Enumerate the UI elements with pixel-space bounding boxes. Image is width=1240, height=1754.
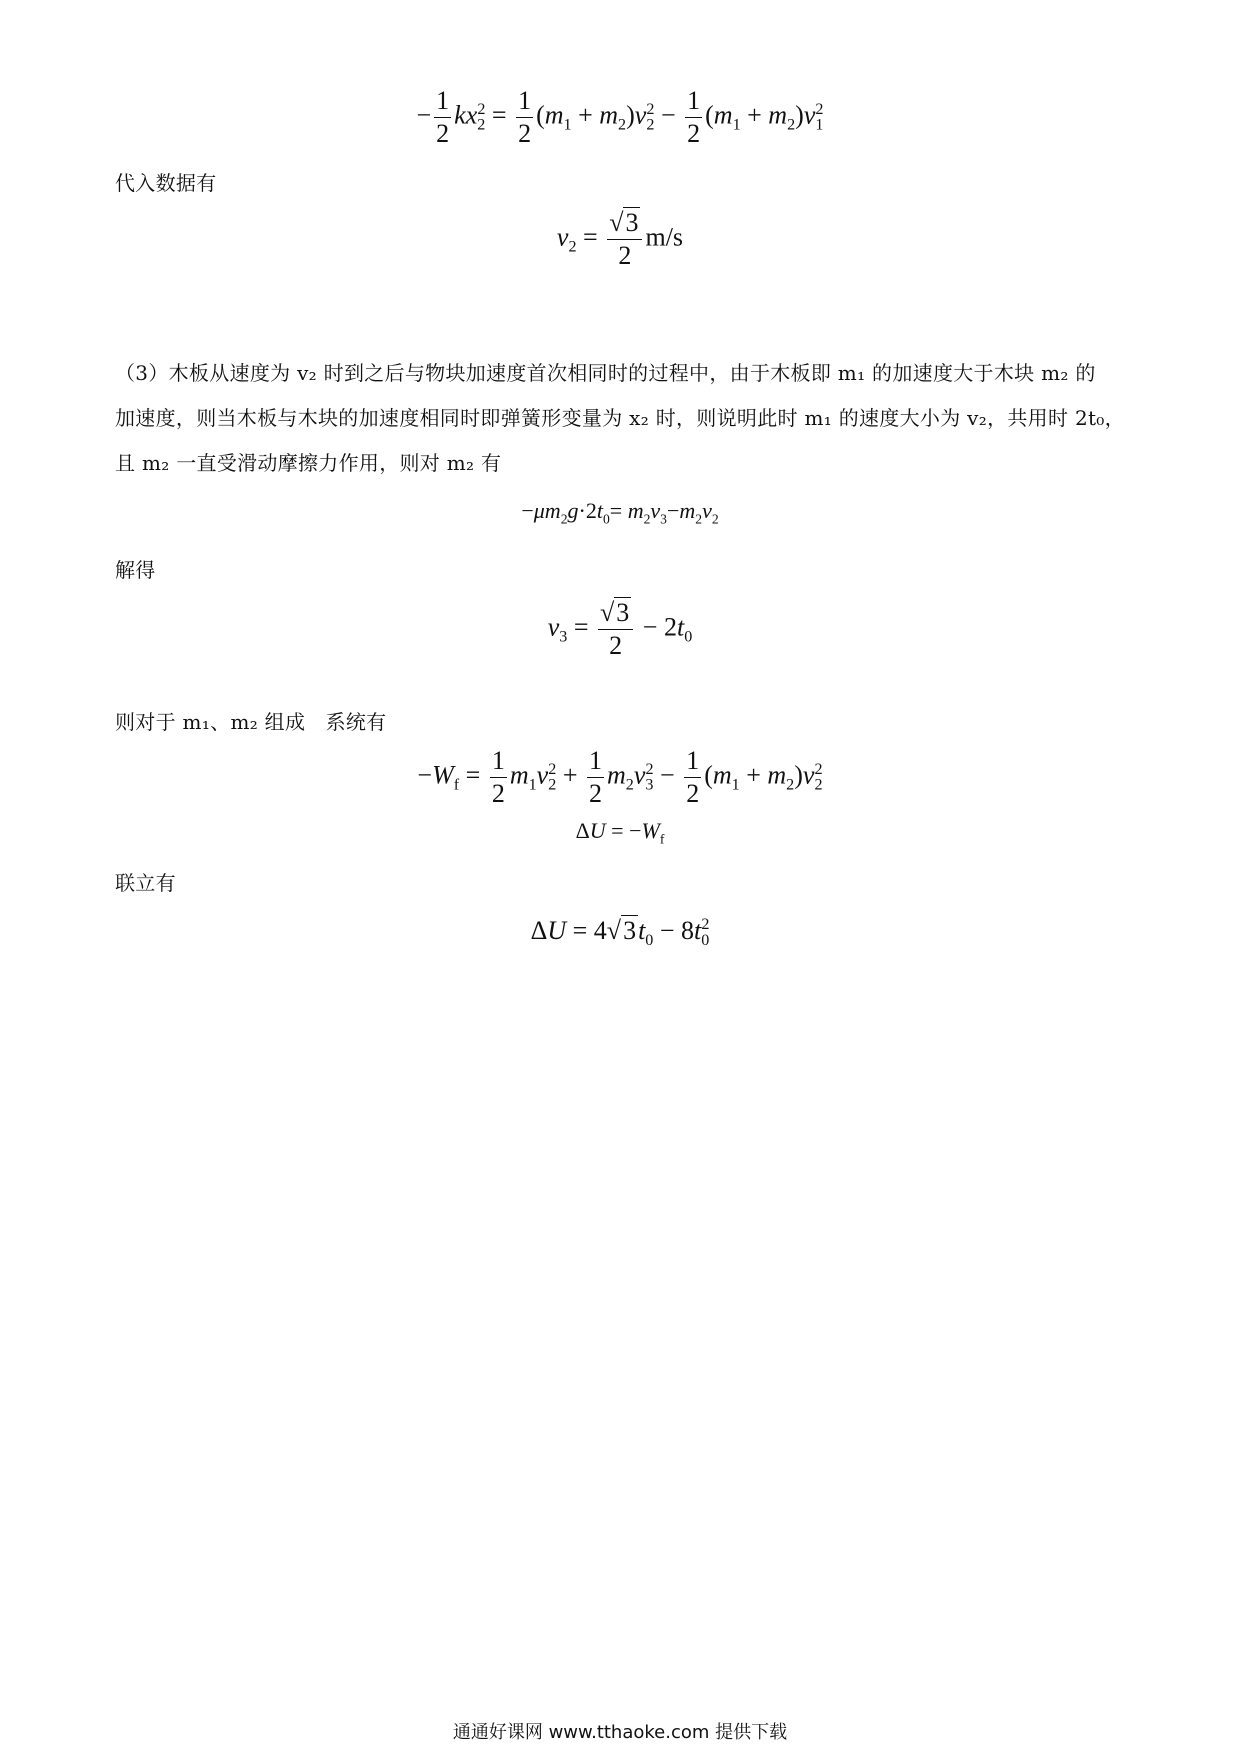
equation-momentum: $-\mu m_2g\cdot 2t_0= m_2v_3-m_2v_2$ <box>521 498 719 527</box>
equation-work: $-W_f$ = $\frac{1}{2}$ $m_1v_2^2$ + $\frac{1}{2}$ $m_2v_3^2$ − $\frac{1}{2}$ $(m_1 + m_2)v_2^2$ <box>417 746 823 808</box>
text-solve: 解得 <box>115 558 156 582</box>
paragraph-3-line-2: 加速度，则当木板与木块的加速度相同时即弹簧形变量为 x₂ 时，则说明此时 m₁ 的速度大小为 v₂，共用时 2t₀， <box>115 406 1125 430</box>
equation-energy: − $\frac{1}{2}$ $kx_2^2$ = $\frac{1}{2}$ $(m_1 + m_2)v_2^2$ − $\frac{1}{2}$ $(m_1 + m_2)v_1^2$ <box>416 86 824 148</box>
equation-delta-u-final: $\Delta U = 4√3t_0 - 8t_0^2$ <box>530 916 710 950</box>
text-system: 则对于 m₁、m₂ 组成 系统有 <box>115 710 387 734</box>
paragraph-3-line-1: （3）木板从速度为 v₂ 时到之后与物块加速度首次相同时的过程中，由于木板即 m₁ 的加速度大于木块 m₂ 的 <box>115 361 1096 385</box>
text-substitute: 代入数据有 <box>115 171 217 195</box>
text-combine: 联立有 <box>115 871 176 895</box>
paragraph-3-line-3: 且 m₂ 一直受滑动摩擦力作用，则对 m₂ 有 <box>115 451 502 475</box>
equation-v3: $v_3$ = $\frac{√3}{2}$ − $2t_0$ <box>547 598 693 660</box>
equation-delta-u-work: $\Delta U = -W_f$ <box>575 818 665 847</box>
equation-v2: $v_2$ = $\frac{√3}{2}$ m/s <box>556 208 684 270</box>
footer-source: 通通好课网 www.tthaoke.com 提供下载 <box>452 1722 788 1743</box>
